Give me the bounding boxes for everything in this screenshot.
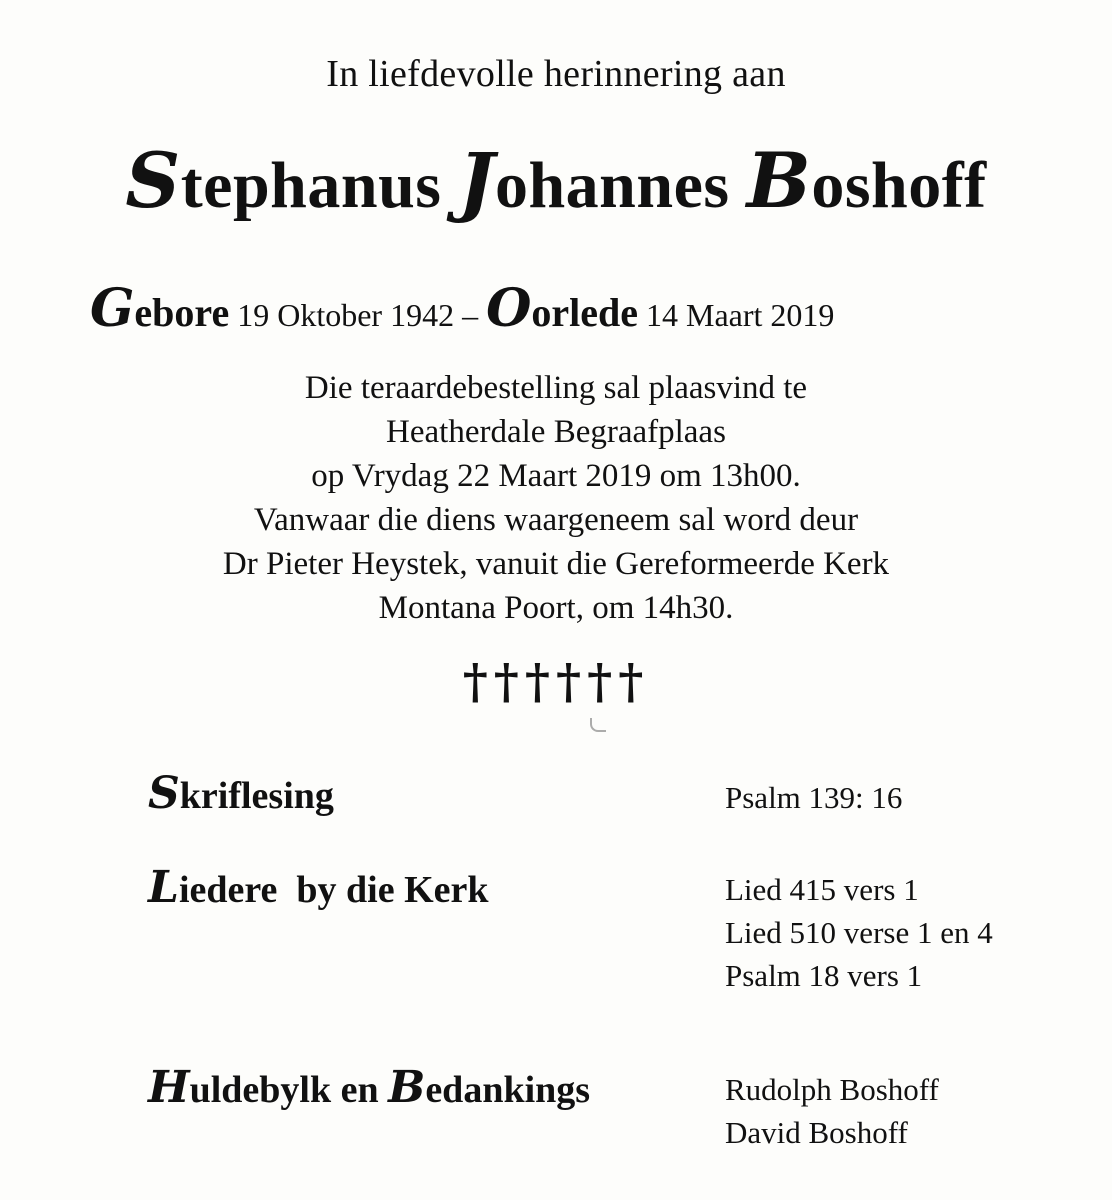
name-first-rest: tephanus: [180, 149, 442, 222]
detail-line: Psalm 139: 16: [725, 780, 903, 815]
dates-dash: –: [462, 297, 479, 333]
section-title-liedere: [148, 862, 489, 913]
detail-line: Lied 510 verse 1 en 4: [725, 915, 993, 950]
died-initial: O: [486, 278, 532, 339]
born-initial: G: [90, 278, 135, 339]
paper-mark: [590, 718, 606, 732]
crosses-icon: ††††††: [462, 654, 650, 710]
died-rest: orlede: [531, 290, 638, 335]
detail-line: Rudolph Boshoff: [725, 1072, 939, 1107]
info-line: Montana Poort, om 14h30.: [378, 590, 734, 626]
life-dates: [90, 278, 1030, 339]
detail-line: David Boshoff: [725, 1115, 908, 1150]
info-line: Die teraardebestelling sal plaasvind te: [304, 370, 808, 406]
born-date: 19 Oktober 1942: [237, 297, 455, 333]
died-date: 14 Maart 2019: [646, 297, 835, 333]
name-last-initial: B: [746, 136, 812, 225]
section-details-liedere: [725, 868, 993, 997]
section-title-initial: H: [148, 1062, 190, 1113]
section-details-skriflesing: [725, 776, 902, 819]
section-title-skriflesing: [148, 768, 334, 819]
born-label: [90, 278, 230, 339]
intro-text: In liefdevolle herinnering aan: [326, 53, 786, 95]
section-title-initial: L: [148, 862, 179, 913]
died-label: [486, 278, 638, 339]
section-details-huldebylk: [725, 1068, 939, 1154]
info-line: Heatherdale Begraafplaas: [386, 414, 726, 450]
info-line: Vanwaar die diens waargeneem sal word deur: [253, 502, 859, 538]
born-rest: ebore: [134, 290, 230, 335]
info-line: op Vrydag 22 Maart 2019 om 13h00.: [311, 458, 801, 494]
name-middle-rest: ohannes: [494, 149, 730, 222]
section-title-initial: S: [148, 768, 180, 819]
deceased-name: [0, 136, 1112, 225]
detail-line: Lied 415 vers 1: [725, 872, 919, 907]
name-last-rest: oshoff: [811, 149, 987, 222]
name-middle-initial: J: [458, 136, 495, 225]
section-title-initial-2: B: [388, 1062, 426, 1113]
section-title-rest: iedere by die Kerk: [178, 869, 489, 911]
section-title-rest: uldebylk en: [189, 1069, 389, 1111]
detail-line: Psalm 18 vers 1: [725, 958, 923, 993]
section-title-huldebylk: [148, 1062, 590, 1113]
name-first-initial: S: [125, 136, 181, 225]
info-line: Dr Pieter Heystek, vanuit die Gereformeerde Kerk: [222, 546, 890, 582]
funeral-info: [0, 366, 1112, 630]
section-title-rest: kriflesing: [179, 775, 334, 817]
section-title-rest-2: edankings: [425, 1069, 591, 1111]
